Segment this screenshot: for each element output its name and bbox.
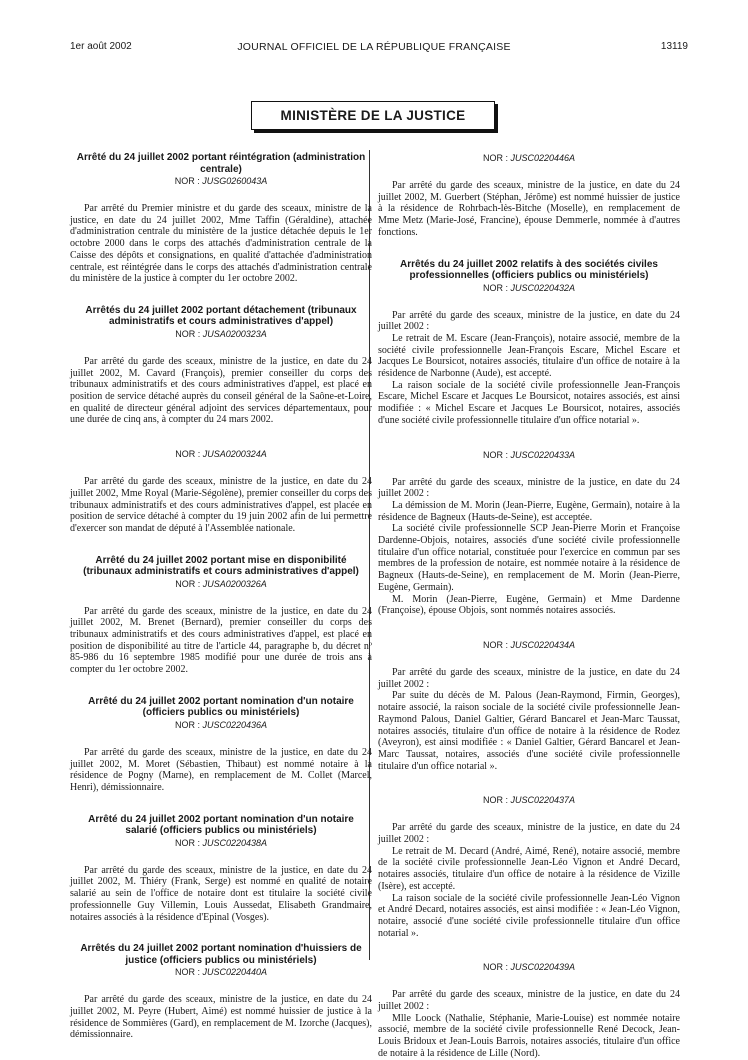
page-header xyxy=(0,0,748,53)
decree-paragraph: Par arrêté du garde des sceaux, ministre de la justice, en date du 24 juillet 2002, M. Cavard (François), premier conseiller du corps des tribunaux administratifs et des cours administratives d'appel, est placé en position de service détaché auprès du conseil général de la Saône-et-Loire, en qualité de directeur général adjoint des services départementaux, pour une durée de cinq ans, à compter du 24 mars 2002. xyxy=(70,355,372,426)
decree-paragraph: Le retrait de M. Decard (André, Aimé, René), notaire associé, membre de la société civile professionnelle Jean-Léo Vignon et André Decard, notaires associés, titulaire d'un office de notaire à la résidence de Vizille (Isère), est accepté. xyxy=(378,845,680,892)
nor-label: NOR : xyxy=(482,639,508,650)
decree-title: Arrêté du 24 juillet 2002 portant mise en disponibilité (tribunaux administratifs et cours administratives d'appel) xyxy=(83,554,359,578)
right-column xyxy=(378,152,680,1060)
decree-block xyxy=(378,153,680,239)
nor-label: NOR : xyxy=(175,449,201,460)
nor-label: NOR : xyxy=(482,449,508,460)
nor-reference xyxy=(70,579,372,589)
nor-code: JUSC0220446A xyxy=(510,153,576,163)
nor-code: JUSC0220434A xyxy=(510,639,576,650)
journal-title: JOURNAL OFFICIEL DE LA RÉPUBLIQUE FRANÇAISE xyxy=(237,41,511,53)
nor-label: NOR : xyxy=(482,282,508,293)
nor-code: JUSA0200326A xyxy=(202,578,267,589)
nor-code: JUSC0220433A xyxy=(510,449,576,460)
nor-code: JUSC0220436A xyxy=(202,719,268,730)
decree-block xyxy=(70,535,372,676)
nor-reference xyxy=(378,153,680,163)
nor-reference xyxy=(378,795,680,805)
ministry-heading: MINISTÈRE DE LA JUSTICE xyxy=(251,101,495,130)
page-number: 13119 xyxy=(660,41,688,52)
nor-reference xyxy=(70,449,372,459)
left-column xyxy=(70,152,372,1041)
decree-title: Arrêté du 24 juillet 2002 portant nomination d'un notaire salarié (officiers publics ou ministériels) xyxy=(88,813,354,837)
nor-label: NOR : xyxy=(175,328,201,339)
nor-label: NOR : xyxy=(482,153,508,163)
decree-paragraph: Par arrêté du Premier ministre et du garde des sceaux, ministre de la justice, en date du 24 juillet 2002, Mme Taffin (Géraldine), attachée d'administration centrale du ministère de la justice détachée depuis le 1er octobre 2000 dans le corps des attachés d'administration centrale de la Caisse des dépôts et consignations, en qualité d'attachée d'administration centrale, est réintégrée dans le corps des attachés d'administration centrale du ministère de la justice à compter du 1er octobre 2002. xyxy=(70,203,372,285)
decree-paragraph: La démission de M. Morin (Jean-Pierre, Eugène, Germain), notaire à la résidence de Bagneux (Hauts-de-Seine), est acceptée. xyxy=(378,499,680,523)
decree-block xyxy=(70,794,372,924)
nor-label: NOR : xyxy=(174,176,200,186)
decree-paragraph: Par arrêté du garde des sceaux, ministre de la justice, en date du 24 juillet 2002, M. Guerbert (Stéphan, Jérôme) est nommé huissier de justice à la résidence de Rohrbach-lès-Bitche (Moselle), en remplacement de Mme Metz (Marie-José, Francine), épouse Demmerle, nommée à d'autres fonctions. xyxy=(378,180,680,238)
nor-code: JUSC0220439A xyxy=(510,962,576,973)
nor-label: NOR : xyxy=(175,578,201,589)
decree-paragraph: Par arrêté du garde des sceaux, ministre de la justice, en date du 24 juillet 2002, Mme Royal (Marie-Ségolène), premier conseiller du corps des tribunaux administratifs et des cours administratives d'appel, est placée en position de service détaché à compter du 19 juin 2002 afin de lui permettre d'exercer son mandat de député à l'Assemblée nationale. xyxy=(70,476,372,534)
decree-block xyxy=(70,426,372,535)
decree-paragraph: Par suite du décès de M. Palous (Jean-Raymond, Firmin, Georges), notaire associé, la raison sociale de la société civile professionnelle Jean-Raymond Palous, Daniel Galtier, Gérard Bancarel et Jean-Marc Taussat, notaires associés, titulaire d'un office de notaire à la résidence de Rodez (Aveyron), est ainsi modifiée : « Daniel Galtier, Gérard Bancarel et Jean-Marc Taussat, notaires, associés d'une société civile professionnelle titulaire d'un office notarial ». xyxy=(378,690,680,772)
decree-paragraph: Par arrêté du garde des sceaux, ministre de la justice, en date du 24 juillet 2002 : xyxy=(378,822,680,846)
nor-reference xyxy=(378,450,680,460)
decree-block xyxy=(378,772,680,939)
decree-block xyxy=(378,427,680,617)
nor-code: JUSG0260043A xyxy=(202,176,268,186)
nor-code: JUSC0220437A xyxy=(510,795,576,806)
decree-paragraph: M. Morin (Jean-Pierre, Eugène, Germain) et Mme Dardenne (Françoise), épouse Objois, sont nommés notaires associés. xyxy=(378,593,680,617)
decree-title: Arrêté du 24 juillet 2002 portant nomination d'un notaire (officiers publics ou ministériels) xyxy=(88,695,354,719)
decree-paragraph: Mlle Loock (Nathalie, Stéphanie, Marie-Louise) est nommée notaire associé, membre de la société civile professionnelle René Decock, Jean-Louis Bridoux et Jean-Louis Barrois, notaires associés, titulaire d'un office de notaire à la résidence de Lille (Nord). xyxy=(378,1012,680,1059)
nor-reference xyxy=(70,720,372,730)
decree-paragraph: Par arrêté du garde des sceaux, ministre de la justice, en date du 24 juillet 2002, M. Brenet (Bernard), premier conseiller du corps des tribunaux administratifs et des cours administratives d'appel, est placé en position de disponibilité au titre de l'article 44, paragraphe b, du décret nº 85-986 du 16 septembre 1985 modifié pour une durée de trois ans à compter du 1er octobre 2002. xyxy=(70,605,372,676)
decree-block xyxy=(70,152,372,285)
decree-paragraph: La raison sociale de la société civile professionnelle Jean-François Escare, Michel Escare et Jacques Le Boursicot, notaires associés, est ainsi modifiée : « Michel Escare et Jacques Le Boursicot, notaires, associés d'une société civile professionnelle titulaire d'un office notarial ». xyxy=(378,379,680,426)
decree-paragraph: Par arrêté du garde des sceaux, ministre de la justice, en date du 24 juillet 2002, M. Peyre (Hubert, Aimé) est nommé huissier de justice à la résidence de Sommières (Gard), en remplacement de M. Izorche (Jacques), démissionnaire. xyxy=(70,994,372,1041)
decree-paragraph: Le retrait de M. Escare (Jean-François), notaire associé, membre de la société civile professionnelle Jean-François Escare, Michel Escare et Jacques Le Boursicot, notaires associés, titulaire d'un office de notaire à la résidence de Narbonne (Aude), est accepté. xyxy=(378,332,680,380)
nor-label: NOR : xyxy=(174,967,200,978)
nor-code: JUSA0200324A xyxy=(202,449,267,460)
decree-block xyxy=(378,939,680,1059)
decree-block xyxy=(378,617,680,772)
decree-paragraph: Par arrêté du garde des sceaux, ministre de la justice, en date du 24 juillet 2002 : xyxy=(378,666,680,690)
decree-block xyxy=(70,285,372,426)
nor-reference xyxy=(70,329,372,339)
nor-code: JUSC0220432A xyxy=(510,282,576,293)
nor-reference xyxy=(70,967,372,977)
decree-paragraph: Par arrêté du garde des sceaux, ministre de la justice, en date du 24 juillet 2002, M. Moret (Sébastien, Thibaut) est nommé notaire à la résidence de Pogny (Marne), en remplacement de M. Collet (Marcel, Henri), démissionnaire. xyxy=(70,746,372,793)
decree-paragraph: Par arrêté du garde des sceaux, ministre de la justice, en date du 24 juillet 2002 : xyxy=(378,989,680,1013)
decree-block xyxy=(378,239,680,427)
nor-label: NOR : xyxy=(482,962,508,973)
decree-paragraph: Par arrêté du garde des sceaux, ministre de la justice, en date du 24 juillet 2002 : xyxy=(378,309,680,333)
decree-paragraph: Par arrêté du garde des sceaux, ministre de la justice, en date du 24 juillet 2002, M. Thiéry (Frank, Serge) est nommé en qualité de notaire salarié au sein de l'office de notaire dont est titulaire la société civile professionnelle Guy Villemin, Louis Aussedat, Elisabeth Grandmaire, notaires associés à la résidence d'Epinal (Vosges). xyxy=(70,864,372,923)
nor-reference xyxy=(70,176,372,186)
nor-reference xyxy=(70,838,372,848)
nor-reference xyxy=(378,962,680,972)
decree-paragraph: La raison sociale de la société civile professionnelle Jean-Léo Vignon et André Decard, notaires associés, est ainsi modifiée : « Jean-Léo Vignon, notaire, associé d'une société civile professionnelle titulaire d'un office notarial ». xyxy=(378,892,680,939)
nor-label: NOR : xyxy=(482,795,508,806)
decree-title: Arrêtés du 24 juillet 2002 portant détachement (tribunaux administratifs et cours administratives d'appel) xyxy=(85,304,357,328)
nor-label: NOR : xyxy=(174,719,200,730)
nor-reference xyxy=(378,640,680,650)
decree-block xyxy=(70,676,372,794)
nor-code: JUSA0200323A xyxy=(202,328,267,339)
decree-paragraph: La société civile professionnelle SCP Jean-Pierre Morin et Françoise Dardenne-Objois, notaires, associés d'une société civile professionnelle titulaire d'un office notarial, constituée pour l'exercice en commun par ses membres de la profession de notaire, est nommée notaire à la résidence de Bagneux (Hauts-de-Seine), en remplacement de M. Morin (Jean-Pierre, Eugène, Germain). xyxy=(378,523,680,593)
nor-code: JUSC0220438A xyxy=(202,837,268,848)
decree-paragraph: Par arrêté du garde des sceaux, ministre de la justice, en date du 24 juillet 2002 : xyxy=(378,476,680,500)
decree-block xyxy=(70,923,372,1041)
nor-code: JUSC0220440A xyxy=(202,967,268,978)
decree-title: Arrêté du 24 juillet 2002 portant réintégration (administration centrale) xyxy=(76,152,366,175)
nor-reference xyxy=(378,283,680,293)
decree-title: Arrêtés du 24 juillet 2002 portant nomination d'huissiers de justice (officiers publics ou ministériels) xyxy=(80,943,362,966)
decree-title: Arrêtés du 24 juillet 2002 relatifs à des sociétés civiles professionnelles (officiers publics ou ministériels) xyxy=(400,258,658,282)
nor-label: NOR : xyxy=(174,837,200,848)
header-date: 1er août 2002 xyxy=(70,41,132,52)
